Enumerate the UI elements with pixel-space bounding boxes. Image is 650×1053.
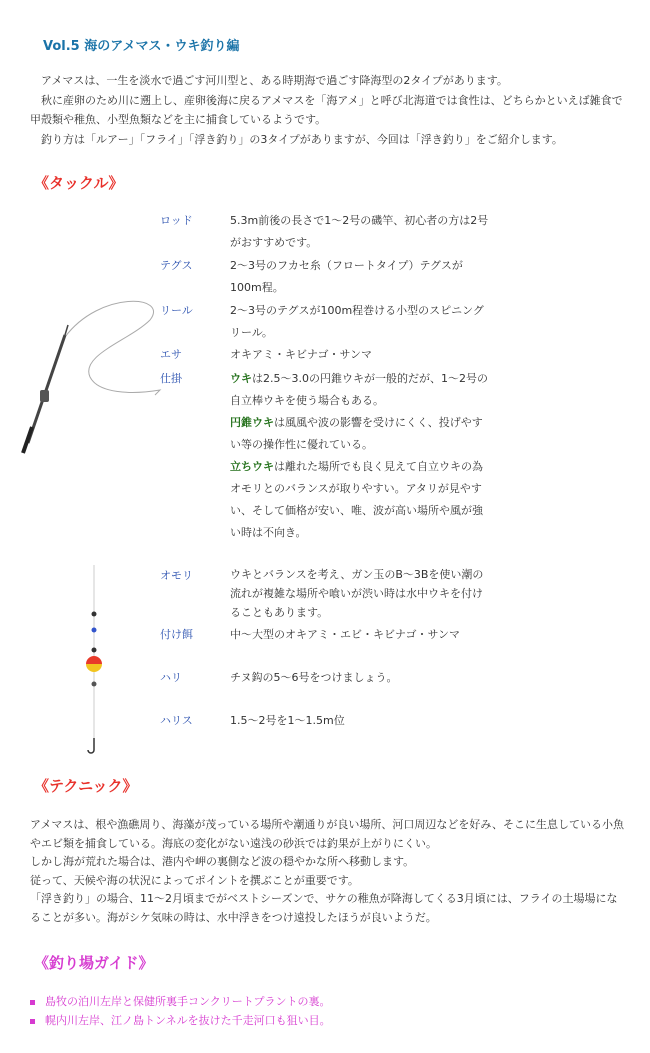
fishing-line: [65, 301, 160, 395]
rod-upper: [28, 335, 65, 443]
tackle-tsukeesa-label: 付け餌: [160, 628, 193, 641]
tackle-omori-line-2: 流れが複雑な場所や喰いが渋い時は水中ウキを付け: [230, 587, 483, 600]
guide-item-2-text: 幌内川左岸、江ノ島トンネルを抜けた千走河口も狙い目。: [45, 1014, 331, 1027]
float-dot: [92, 648, 97, 653]
uki-rest: は2.5～3.0の円錐ウキが一般的だが、1～2号の: [252, 372, 488, 385]
shikake-tachi-line-2: オモリとのバランスが取りやすい。アタリが見やす: [230, 482, 482, 495]
tackle-omori-line-1: ウキとバランスを考え、ガン玉のB～3Bを使い潮の: [230, 568, 484, 581]
tackle-esa-line-1: オキアミ・キビナゴ・サンマ: [230, 348, 373, 361]
tackle-harisu-label: ハリス: [160, 714, 193, 727]
reel-icon: [40, 390, 49, 402]
tackle-hari-line-1: チヌ鈎の5～6号をつけましょう。: [230, 671, 398, 684]
tackle-tegusu-line-2: 100m程。: [230, 281, 284, 294]
tackle-reel-line-2: リール。: [230, 326, 273, 339]
intro-line-1: アメマスは、一生を淡水で過ごす河川型と、ある時期海で過ごす降海型の2タイプがあります。: [30, 74, 508, 87]
page-title: Vol.5 海のアメマス・ウキ釣り編: [43, 39, 240, 54]
guide-list: [30, 992, 640, 1030]
tackle-omori-line-3: ることもあります。: [230, 606, 329, 619]
shikake-tachi-line-1: [230, 456, 500, 478]
shikake-ensui-line-2: い等の操作性に優れている。: [230, 438, 373, 451]
guide-item-1: [30, 992, 640, 1011]
tackle-esa-label: エサ: [160, 348, 182, 361]
intro-line-3: 甲殻類や稚魚、小型魚類などを主に捕食しているようです。: [30, 113, 327, 126]
technique-text: [30, 816, 640, 927]
technique-line-6: ることが多い。海がシケ気味の時は、水中浮きをつけ遠投したほうが良いようだ。: [30, 910, 437, 924]
intro-line-2: 秋に産卵のため川に遡上し、産卵後海に戻るアメマスを「海アメ」と呼び北海道では食性は、どちらかといえば雑食で: [30, 93, 623, 107]
shikake-uki-line-2: 自立棒ウキを使う場合もある。: [230, 394, 384, 407]
shikake-uki-line-1: [230, 368, 500, 390]
technique-line-2: やエビ類を捕食している。海底の変化がない遠浅の砂浜では釣果が上がりにくい。: [30, 836, 437, 850]
bullet-icon: [30, 1000, 35, 1005]
tackle-omori-label: オモリ: [160, 569, 193, 582]
guide-item-2: [30, 1011, 640, 1030]
rig-illustration: [80, 560, 110, 760]
technique-line-1: アメマスは、根や漁礁周り、海藻が茂っている場所や潮通りが良い場所、河口周辺などを好み、そこに生息している小魚: [30, 818, 624, 831]
rod-handle: [23, 427, 32, 453]
tackle-tegusu-label: テグス: [160, 259, 193, 272]
sinker-dot-2: [92, 628, 97, 633]
shikake-tachi-line-4: い時は不向き。: [230, 526, 307, 539]
intro-text: [0, 71, 650, 149]
tackle-harisu-line-1: 1.5～2号を1～1.5m位: [230, 714, 345, 727]
intro-line-4: 釣り方は「ルアー」「フライ」「浮き釣り」の3タイプがありますが、今回は「浮き釣り」をご紹介します。: [30, 132, 563, 146]
tackle-rod-line-1: 5.3m前後の長さで1～2号の磯竿、初心者の方は2号: [230, 214, 489, 227]
guide-heading: 《釣り場ガイド》: [34, 954, 154, 972]
fishing-rod-illustration: [20, 295, 170, 455]
swivel-dot: [92, 682, 97, 687]
technique-heading: 《テクニック》: [34, 777, 138, 795]
tachi-term: 立ちウキ: [230, 460, 274, 473]
tackle-rod-label: ロッド: [160, 214, 193, 227]
float-top: [86, 656, 102, 664]
tackle-shikake-label: 仕掛: [160, 372, 182, 385]
technique-line-3: しかし海が荒れた場合は、港内や岬の裏側など波の穏やかな所へ移動します。: [30, 855, 415, 868]
tackle-reel-label: リール: [160, 304, 193, 317]
tackle-reel-line-1: 2～3号のテグスが100m程巻ける小型のスピニング: [230, 304, 484, 317]
technique-line-4: 従って、天候や海の状況によってポイントを撰ぶことが重要です。: [30, 873, 359, 887]
ensui-term: 円錐ウキ: [230, 416, 274, 429]
tachi-rest: は離れた場所でも良く見えて自立ウキの為: [274, 460, 483, 473]
ensui-rest: は風風や波の影響を受けにくく、投げやす: [274, 416, 483, 429]
uki-term: ウキ: [230, 372, 252, 385]
shikake-tachi-line-3: い、そして価格が安い、唯、波が高い場所や風が強: [230, 504, 483, 517]
guide-item-1-text: 島牧の泊川左岸と保健所裏手コンクリートプラントの裏。: [45, 995, 331, 1008]
tackle-hari-label: ハリ: [160, 671, 182, 684]
bullet-icon: [30, 1019, 35, 1024]
tackle-tegusu-line-1: 2～3号のフカセ糸（フロートタイプ）テグスが: [230, 259, 463, 272]
tackle-heading: 《タックル》: [34, 174, 124, 192]
shikake-ensui-line-1: [230, 412, 500, 434]
tackle-rod-line-2: がおすすめです。: [230, 236, 318, 249]
hook-icon: [88, 738, 94, 753]
sinker-dot-1: [92, 612, 97, 617]
float-bottom: [86, 664, 102, 672]
tackle-tsukeesa-line-1: 中～大型のオキアミ・エビ・キビナゴ・サンマ: [230, 628, 461, 641]
technique-line-5: 「浮き釣り」の場合、11～2月頃までがベストシーズンで、サケの稚魚が降海してくる3月頃には、フライの土場場にな: [30, 892, 618, 905]
